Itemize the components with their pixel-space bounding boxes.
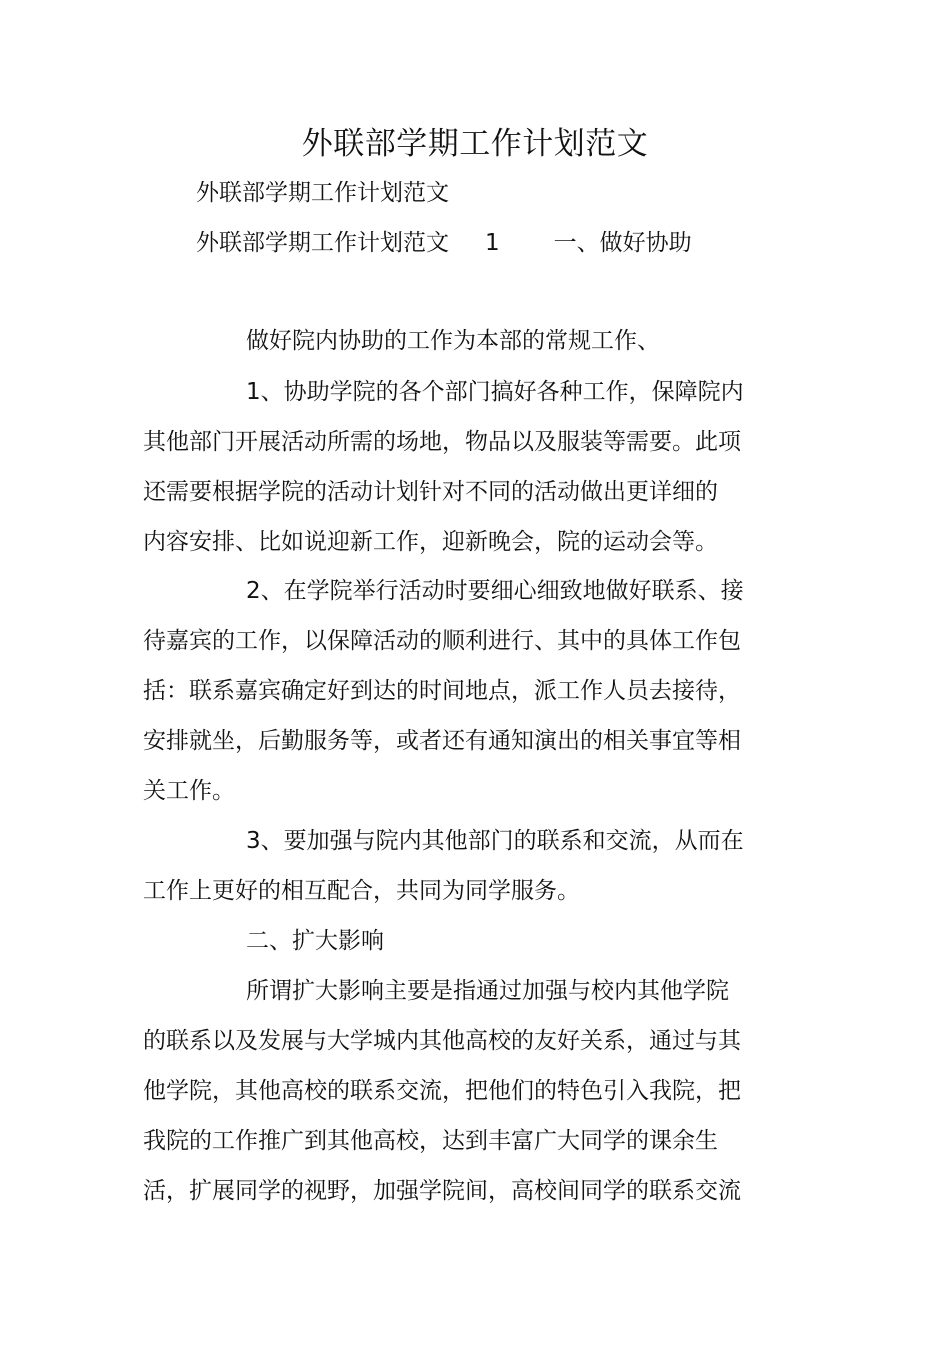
paragraph-line: 他学院，其他高校的联系交流，把他们的特色引入我院，把 <box>143 1078 741 1104</box>
header-line-text: 外联部学期工作计划范文 <box>196 230 449 256</box>
section-heading-one: 一、做好协助 <box>553 230 692 256</box>
paragraph-line: 活，扩展同学的视野，加强学院间，高校间同学的联系交流 <box>143 1178 741 1204</box>
paragraph-line: 关工作。 <box>143 778 235 804</box>
header-line-number: 1 <box>485 230 500 256</box>
paragraph-line: 内容安排、比如说迎新工作，迎新晚会，院的运动会等。 <box>143 529 718 555</box>
paragraph-line: 其他部门开展活动所需的场地，物品以及服装等需要。此项 <box>143 429 741 455</box>
paragraph-line: 还需要根据学院的活动计划针对不同的活动做出更详细的 <box>143 479 718 505</box>
paragraph-line: 3、要加强与院内其他部门的联系和交流，从而在 <box>246 828 744 854</box>
paragraph-line: 安排就坐，后勤服务等，或者还有通知演出的相关事宜等相 <box>143 728 741 754</box>
section-heading-two: 二、扩大影响 <box>246 928 384 954</box>
document-title: 外联部学期工作计划范文 <box>301 126 649 162</box>
paragraph-line: 我院的工作推广到其他高校，达到丰富广大同学的课余生 <box>143 1128 718 1154</box>
paragraph-line: 2、在学院举行活动时要细心细致地做好联系、接 <box>246 578 744 604</box>
paragraph-line: 做好院内协助的工作为本部的常规工作、 <box>246 328 660 354</box>
document-subtitle: 外联部学期工作计划范文 <box>196 180 449 206</box>
paragraph-line: 待嘉宾的工作，以保障活动的顺利进行、其中的具体工作包 <box>143 628 741 654</box>
paragraph-line: 的联系以及发展与大学城内其他高校的友好关系，通过与其 <box>143 1028 741 1054</box>
paragraph-line: 工作上更好的相互配合，共同为同学服务。 <box>143 878 580 904</box>
paragraph-line: 所谓扩大影响主要是指通过加强与校内其他学院 <box>246 978 729 1004</box>
paragraph-line: 括：联系嘉宾确定好到达的时间地点，派工作人员去接待， <box>143 678 741 704</box>
paragraph-line: 1、协助学院的各个部门搞好各种工作，保障院内 <box>246 379 744 405</box>
header-line <box>196 228 692 258</box>
